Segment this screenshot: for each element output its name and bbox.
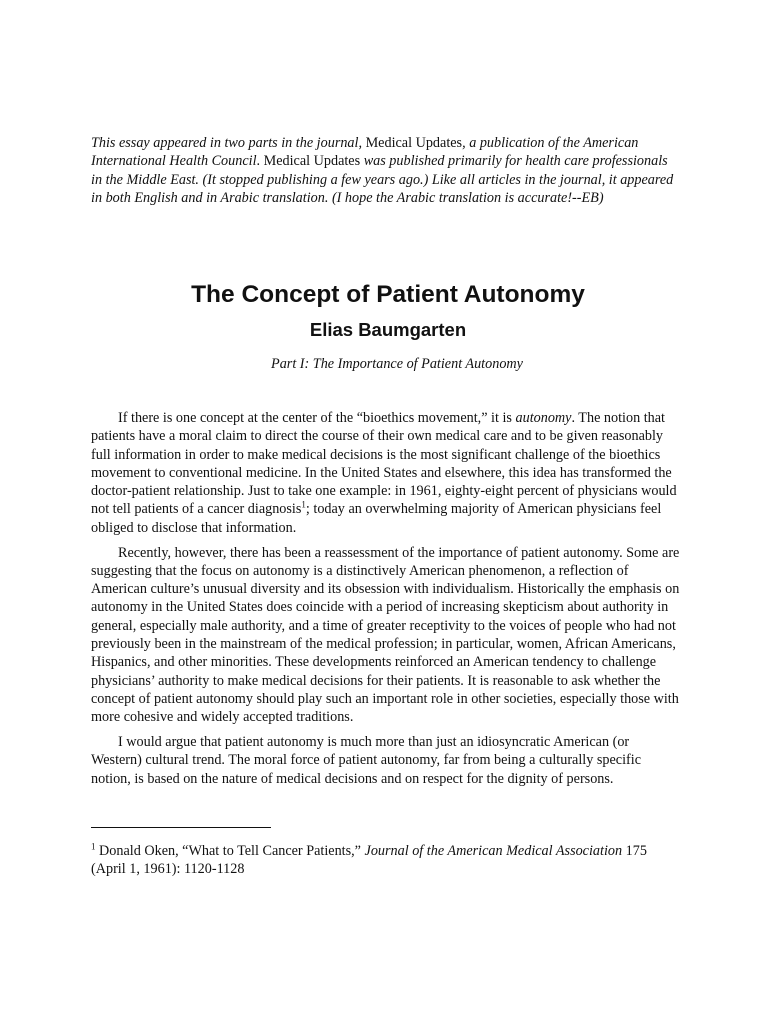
paragraph-text: . The notion that patients have a moral claim to direct the course of their own medical care and to be given reasonably full information in order to make medical decisions is the most significant challenge of the bioethics movement to conventional medicine. In the United States and elsewhere, this idea has transformed the doctor-patient relationship. Just to take one example: in 1961, eighty-eight percent of physicians would not tell patients of a cancer diagnosis: [91, 410, 677, 518]
note-text-3: .: [256, 153, 264, 170]
footnote-reference[interactable]: 1: [301, 499, 306, 510]
paragraph: Recently, however, there has been a reassessment of the importance of patient autonomy. Some are suggesting that the focus on autonomy is a distinctively American phenomenon, a reflection of American culture’s unusual diversity and its obsession with individualism. Historically the emphasis on autonomy in the United States does coincide with a period of increasing skepticism about authority in general, especially male authority, and a time of greater receptivity to the voices of people who had not previously been in the mainstream of the medical profession; in particular, women, African Americans, Hispanics, and other minorities. These developments reinforced an American tendency to challenge physicians’ authority to make medical decisions for their patients. It is reasonable to ask whether the concept of patient autonomy should play such an important role in other societies, especially those with more cohesive and widely accepted traditions.: [91, 544, 680, 726]
footnote: [91, 842, 681, 879]
editor-note: [91, 134, 681, 207]
emphasis-text: autonomy: [515, 410, 572, 426]
author-name: Elias Baumgarten: [309, 319, 467, 340]
part-subtitle: Part I: The Importance of Patient Autonomy: [271, 356, 523, 372]
publisher-name: American International Health Council: [91, 135, 639, 170]
journal-name: Medical Updates: [365, 135, 463, 151]
note-text-1: This essay appeared in two parts in the journal,: [91, 135, 366, 151]
footnote-divider: [91, 827, 271, 828]
journal-name: Medical Updates: [263, 153, 361, 170]
article-body: [91, 409, 681, 794]
footnote-text: Donald Oken, “What to Tell Cancer Patients,”: [95, 843, 365, 859]
footnote-marker: 1: [91, 841, 96, 852]
paragraph-text: ; today an overwhelming majority of American physicians feel obliged to disclose that information.: [91, 501, 662, 536]
paragraph: [91, 409, 681, 537]
footnote-journal: Journal of the American Medical Association: [364, 843, 623, 859]
note-text-4: was published primarily for health care professionals in the Middle East. (It stopped publishing a few years ago.) Like all articles in the journal, it appeared in both English and in Arabic translation. (I hope the Arabic translation is accurate!--EB): [91, 153, 674, 206]
article-title: The Concept of Patient Autonomy: [191, 281, 585, 308]
footnote-text: 175 (April 1, 1961): 1120-1128: [91, 843, 647, 878]
paragraph-text: If there is one concept at the center of the “bioethics movement,” it is: [118, 410, 516, 426]
note-text-2: , a publication of the: [462, 135, 584, 151]
paragraph: I would argue that patient autonomy is much more than just an idiosyncratic American (or Western) cultural trend. The moral force of patient autonomy, far from being a culturally specific notion, is based on the nature of medical decisions and on respect for the dignity of persons.: [91, 734, 641, 787]
